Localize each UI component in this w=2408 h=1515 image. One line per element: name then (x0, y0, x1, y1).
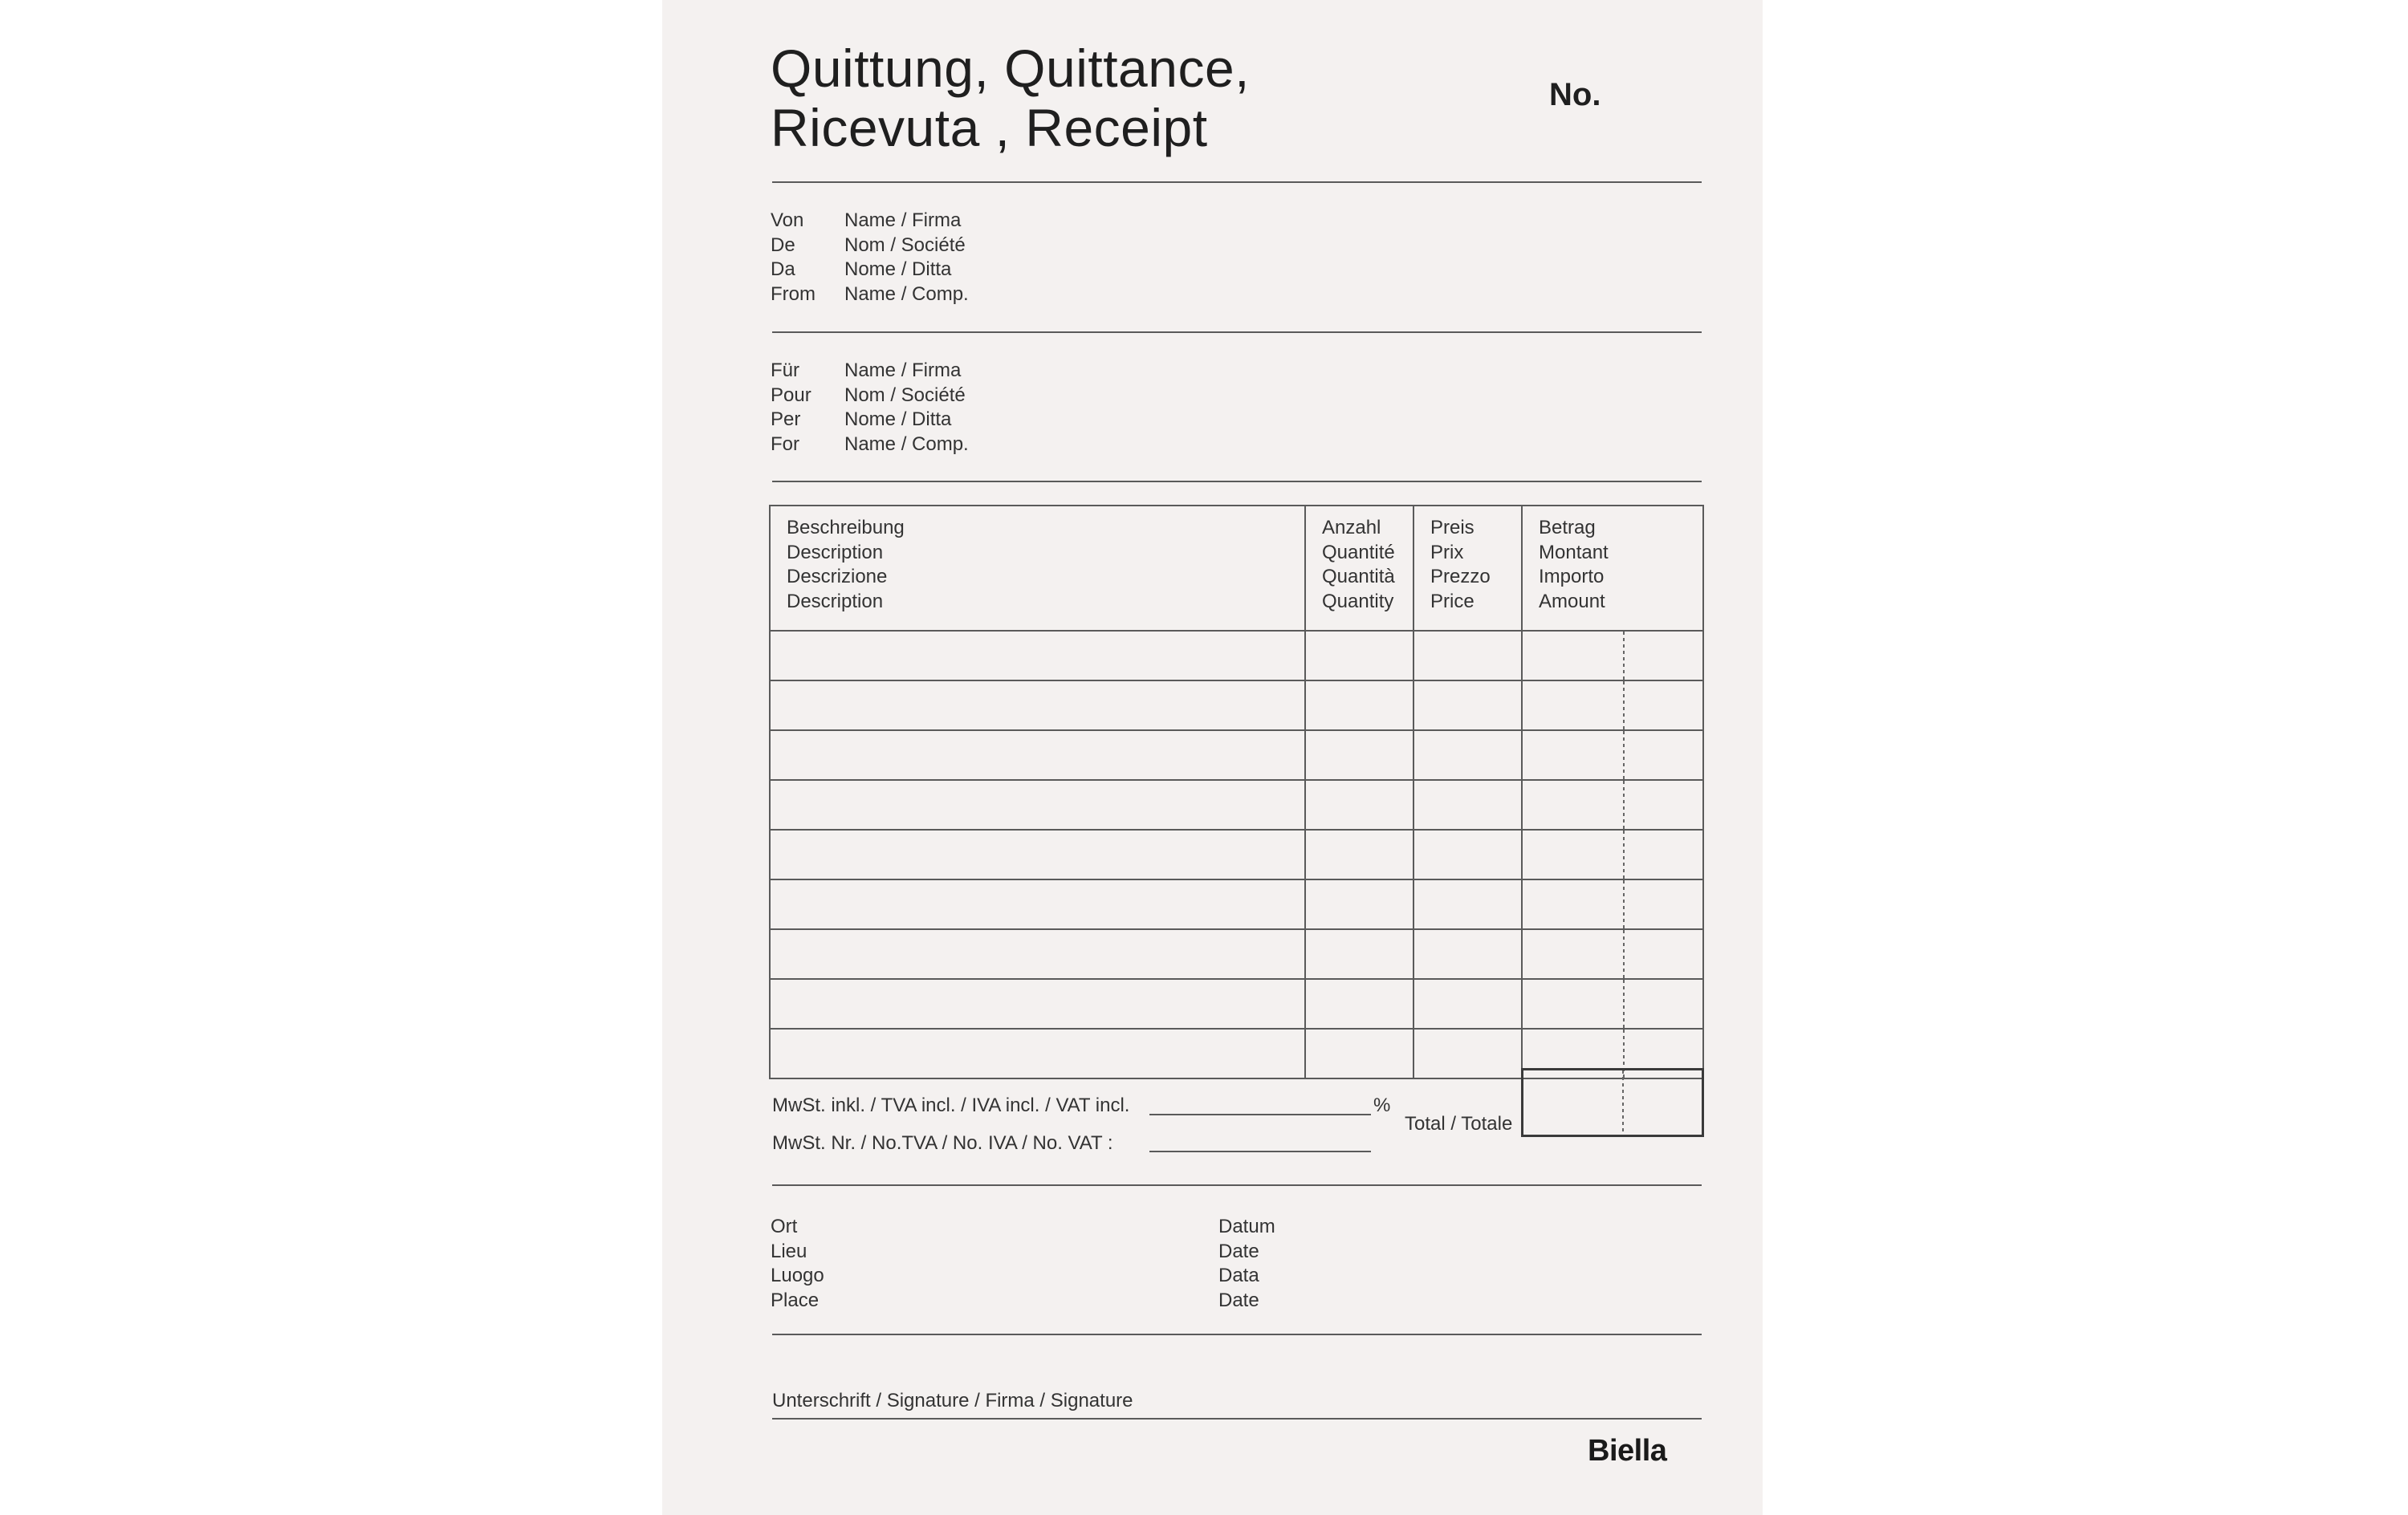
price-cell[interactable] (1413, 1029, 1522, 1078)
biella-logo: Biella (1588, 1434, 1667, 1468)
description-cell[interactable] (770, 979, 1305, 1029)
from-field-label: Nom / Société (844, 234, 966, 256)
quantity-cell[interactable] (1305, 780, 1413, 830)
vat-number-label: MwSt. Nr. / No.TVA / No. IVA / No. VAT : (772, 1132, 1113, 1154)
description-cell[interactable] (770, 730, 1305, 780)
for-field-label: Nom / Société (844, 384, 966, 406)
date-label: Data (1218, 1265, 1259, 1286)
for-row (771, 359, 969, 384)
from-field-label: Name / Comp. (844, 282, 969, 305)
price-cell[interactable] (1413, 830, 1522, 879)
table-row (770, 979, 1703, 1029)
amount-cell[interactable] (1522, 879, 1703, 929)
for-row (771, 384, 969, 408)
amount-cell[interactable] (1522, 929, 1703, 979)
quantity-cell[interactable] (1305, 929, 1413, 979)
from-block (771, 209, 969, 307)
divider (772, 1334, 1702, 1335)
date-label: Date (1218, 1240, 1259, 1262)
from-row (771, 258, 969, 282)
for-lang-label: Für (771, 359, 799, 381)
quantity-cell[interactable] (1305, 631, 1413, 680)
place-block (771, 1215, 824, 1313)
divider (772, 181, 1702, 183)
quantity-cell[interactable] (1305, 680, 1413, 730)
price-cell[interactable] (1413, 631, 1522, 680)
from-lang-label: Von (771, 209, 804, 231)
header-text: Amount (1539, 590, 1605, 612)
price-cell[interactable] (1413, 979, 1522, 1029)
amount-cell[interactable] (1522, 979, 1703, 1029)
description-cell[interactable] (770, 1029, 1305, 1078)
header-text: Descrizione (787, 566, 888, 587)
signature-label: Unterschrift / Signature / Firma / Signature (772, 1390, 1133, 1411)
for-field-label: Nome / Ditta (844, 408, 952, 430)
header-text: Prezzo (1430, 566, 1491, 587)
for-lang-label: Pour (771, 384, 811, 406)
header-text: Quantity (1322, 590, 1394, 612)
table-row (770, 631, 1703, 680)
for-lang-label: For (771, 433, 799, 455)
table-row (770, 830, 1703, 879)
header-text: Preis (1430, 517, 1474, 538)
quantity-cell[interactable] (1305, 979, 1413, 1029)
from-field-label: Nome / Ditta (844, 258, 952, 280)
description-cell[interactable] (770, 830, 1305, 879)
header-quantity (1305, 506, 1413, 631)
signature-line[interactable] (772, 1418, 1702, 1420)
description-cell[interactable] (770, 879, 1305, 929)
for-field-label: Name / Firma (844, 359, 962, 381)
place-label: Ort (771, 1216, 798, 1237)
amount-cell[interactable] (1522, 830, 1703, 879)
divider (772, 331, 1702, 333)
total-amount-box[interactable] (1521, 1068, 1704, 1137)
divider (772, 481, 1702, 482)
description-cell[interactable] (770, 780, 1305, 830)
header-text: Prix (1430, 541, 1464, 563)
description-cell[interactable] (770, 631, 1305, 680)
amount-cell[interactable] (1522, 730, 1703, 780)
form-title (771, 39, 1250, 157)
header-price (1413, 506, 1522, 631)
from-row (771, 282, 969, 307)
table-row (770, 780, 1703, 830)
description-cell[interactable] (770, 680, 1305, 730)
place-label: Lieu (771, 1240, 807, 1262)
for-row (771, 408, 969, 433)
header-text: Quantità (1322, 566, 1395, 587)
title-line-2: Ricevuta , Receipt (771, 98, 1208, 157)
price-cell[interactable] (1413, 879, 1522, 929)
from-row (771, 234, 969, 258)
from-row (771, 209, 969, 234)
title-line-1: Quittung, Quittance, (771, 39, 1251, 98)
description-cell[interactable] (770, 929, 1305, 979)
header-text: Description (787, 590, 884, 612)
from-lang-label: Da (771, 258, 795, 280)
total-label: Total / Totale (1405, 1113, 1513, 1135)
table-row (770, 929, 1703, 979)
for-lang-label: Per (771, 408, 801, 430)
amount-cell[interactable] (1522, 680, 1703, 730)
quantity-cell[interactable] (1305, 1029, 1413, 1078)
vat-incl-label: MwSt. inkl. / TVA incl. / IVA incl. / VAT incl. (772, 1095, 1130, 1116)
date-label: Datum (1218, 1216, 1275, 1237)
price-cell[interactable] (1413, 680, 1522, 730)
price-cell[interactable] (1413, 780, 1522, 830)
amount-cell[interactable] (1522, 780, 1703, 830)
place-label: Luogo (771, 1265, 824, 1286)
amount-cell[interactable] (1522, 631, 1703, 680)
header-description (770, 506, 1305, 631)
price-cell[interactable] (1413, 730, 1522, 780)
table-row (770, 879, 1703, 929)
for-row (771, 433, 969, 457)
table-row (770, 730, 1703, 780)
header-text: Anzahl (1322, 517, 1381, 538)
place-label: Place (771, 1289, 820, 1311)
header-text: Montant (1539, 541, 1609, 563)
divider (772, 1184, 1702, 1186)
header-text: Betrag (1539, 517, 1596, 538)
date-label: Date (1218, 1289, 1259, 1311)
header-amount (1522, 506, 1703, 631)
from-field-label: Name / Firma (844, 209, 962, 231)
receipt-number-label: No. (1549, 77, 1601, 112)
items-table (769, 505, 1704, 1079)
items-header-row (770, 506, 1703, 631)
receipt-form (662, 0, 1763, 1515)
date-block (1218, 1215, 1275, 1313)
table-row (770, 680, 1703, 730)
header-text: Quantité (1322, 541, 1395, 563)
for-field-label: Name / Comp. (844, 433, 969, 455)
header-text: Description (787, 541, 884, 563)
quantity-cell[interactable] (1305, 730, 1413, 780)
vat-rate-field[interactable] (1149, 1114, 1371, 1115)
from-lang-label: De (771, 234, 795, 256)
header-text: Importo (1539, 566, 1605, 587)
from-lang-label: From (771, 282, 816, 305)
vat-number-field[interactable] (1149, 1151, 1371, 1152)
header-text: Price (1430, 590, 1474, 612)
percent-sign: % (1373, 1095, 1391, 1116)
quantity-cell[interactable] (1305, 830, 1413, 879)
price-cell[interactable] (1413, 929, 1522, 979)
quantity-cell[interactable] (1305, 879, 1413, 929)
header-text: Beschreibung (787, 517, 905, 538)
for-block (771, 359, 969, 457)
